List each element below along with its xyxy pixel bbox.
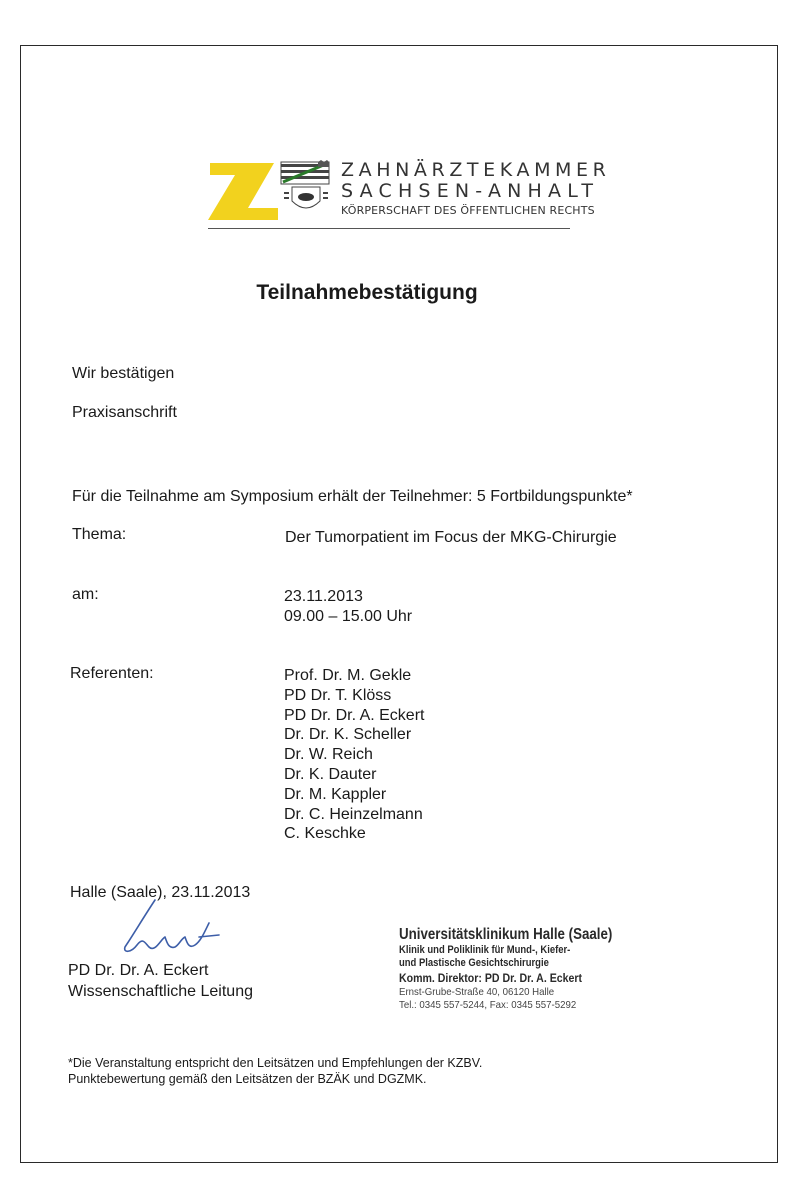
footnote-line1: *Die Veranstaltung entspricht den Leitsätzen und Empfehlungen der KZBV. <box>68 1056 483 1070</box>
university-name: Universitätsklinikum Halle (Saale) <box>399 926 613 943</box>
letterhead-divider <box>208 228 570 229</box>
university-street: Ernst-Grube-Straße 40, 06120 Halle <box>399 986 555 998</box>
clinic-line2: und Plastische Gesichtschirurgie <box>399 957 549 969</box>
confirm-text: Wir bestätigen <box>72 365 175 382</box>
university-phone: Tel.: 0345 557-5244, Fax: 0345 557-5292 <box>399 999 577 1011</box>
speaker-name: Dr. M. Kappler <box>284 785 387 803</box>
speaker-name: Dr. C. Heinzelmann <box>284 805 423 823</box>
letterhead-line2: SACHSEN-ANHALT <box>341 180 600 202</box>
letterhead-line3: KÖRPERSCHAFT DES ÖFFENTLICHEN RECHTS <box>341 204 595 217</box>
speaker-name: PD Dr. Dr. A. Eckert <box>284 706 425 724</box>
signatory-name: PD Dr. Dr. A. Eckert <box>68 962 209 979</box>
clinic-line1: Klinik und Poliklinik für Mund-, Kiefer- <box>399 944 571 956</box>
participation-text: Für die Teilnahme am Symposium erhält der Teilnehmer: 5 Fortbildungspunkte* <box>72 488 633 505</box>
footnote <box>68 1055 482 1087</box>
time-value: 09.00 – 15.00 Uhr <box>284 608 413 625</box>
speaker-name: Dr. W. Reich <box>284 746 373 764</box>
letterhead-line1: ZAHNÄRZTEKAMMER <box>341 159 611 181</box>
speaker-name: PD Dr. T. Klöss <box>284 686 392 704</box>
topic-label: Thema: <box>72 526 127 543</box>
director-line: Komm. Direktor: PD Dr. Dr. A. Eckert <box>399 973 583 985</box>
speaker-name: Prof. Dr. M. Gekle <box>284 667 412 684</box>
address-placeholder: Praxisanschrift <box>72 404 177 421</box>
footnote-line2: Punktebewertung gemäß den Leitsätzen der BZÄK und DGZMK. <box>68 1072 427 1086</box>
speaker-name: C. Keschke <box>284 825 366 843</box>
speakers-label: Referenten: <box>70 665 154 682</box>
date-value: 23.11.2013 <box>284 588 363 605</box>
letterhead-text <box>341 160 610 218</box>
date-label: am: <box>72 586 99 603</box>
speakers-list <box>284 666 424 844</box>
signatory-role: Wissenschaftliche Leitung <box>68 983 253 1000</box>
speaker-name: Dr. Dr. K. Scheller <box>284 726 412 744</box>
place-date: Halle (Saale), 23.11.2013 <box>70 884 251 901</box>
handwritten-signature <box>115 895 225 957</box>
speaker-name: Dr. K. Dauter <box>284 765 377 783</box>
university-stamp <box>399 926 647 1012</box>
topic-value: Der Tumorpatient im Focus der MKG-Chirurgie <box>285 529 617 546</box>
coat-of-arms-icon <box>281 160 329 208</box>
z-logo-mark <box>208 163 278 220</box>
document-title: Teilnahmebestätigung <box>256 281 478 304</box>
